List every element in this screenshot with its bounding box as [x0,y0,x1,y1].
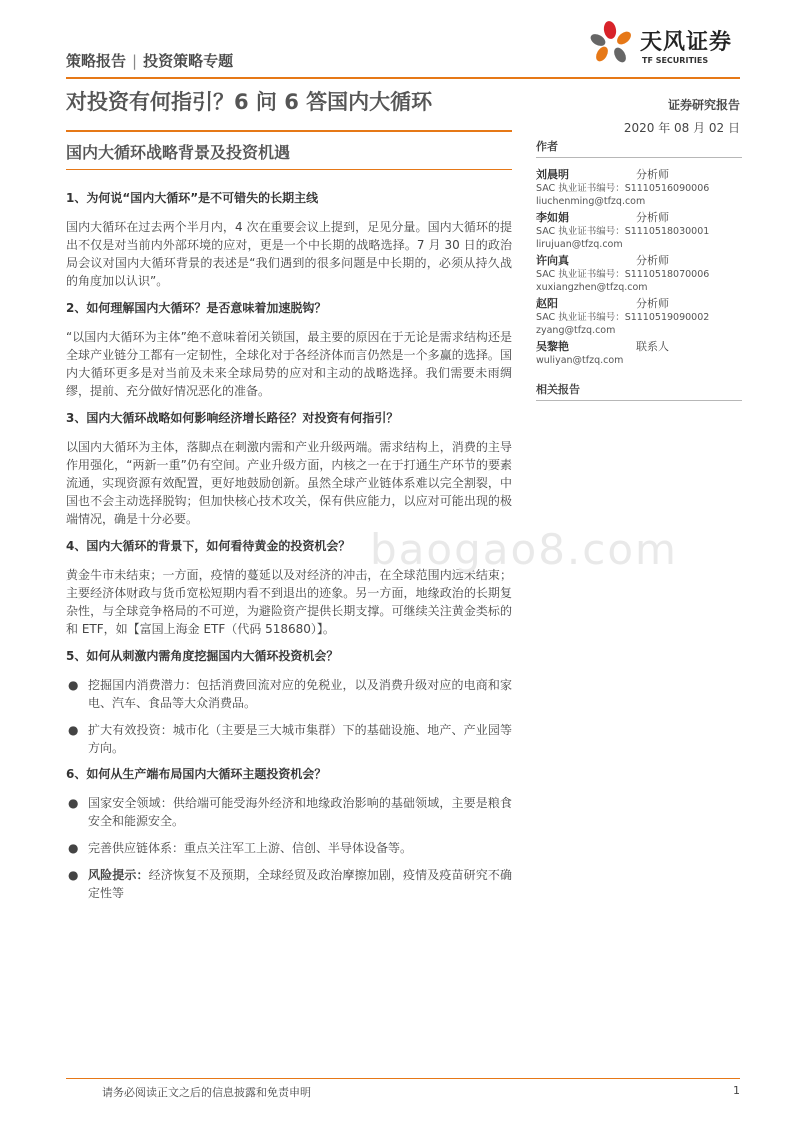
author-card [536,297,742,337]
section-6 [66,766,512,902]
related-reports [536,381,742,401]
title-rule [66,130,512,132]
question-heading: 1、为何说“国内大循环”是不可错失的长期主线 [66,191,319,205]
author-sac: SAC 执业证书编号：S1110518030001 [536,226,710,237]
paragraph: “以国内大循环为主体”绝不意味着闭关锁国，最主要的原因在于无论是需求结构还是全球产业链分工都有一定韧性，全球化对于各经济体而言仍然是一个多赢的选择。国内大循环更多是对当前及未来全球局势的应对和主动的战略选择。我们需要未雨绸缪，提前、充分做好情况恶化的准备。 [66,330,512,398]
question-heading: 2、如何理解国内大循环？是否意味着加速脱钩？ [66,301,327,315]
related-heading: 相关报告 [536,381,742,401]
paragraph: 黄金牛市未结束；一方面，疫情的蔓延以及对经济的冲击，在全球范围内远未结束；主要经济体财政与货币宽松短期内看不到退出的迹象。另一方面，地缘政治的长期复杂性，与全球竞争格局的不可逆，为避险资产提供长期支撑。可继续关注黄金类标的和 ETF，如【富国上海金 ETF（代码 518680）】。 [66,568,512,636]
risk-lead: 风险提示： [88,868,149,882]
footer-rule [66,1078,740,1079]
logo-petal-left [589,32,608,49]
breadcrumb [66,50,233,71]
author-name: 吴黎艳 [536,340,569,353]
author-name: 李如娟 [536,211,569,224]
author-role: 联系人 [636,340,669,353]
logo-name: 天风证券 [640,30,733,55]
page-title: 对投资有何指引？6 问 6 答国内大循环 [66,90,433,114]
bullet-text: 经济恢复不及预期，全球经贸及政治摩擦加剧，疫情及疫苗研究不确定性等 [88,868,512,900]
logo-petal-top [603,20,618,40]
document-date: 2020 年 08 月 02 日 [623,121,740,135]
bullet-list [66,794,512,902]
author-role: 分析师 [636,211,669,224]
watermark: baogao8.com [370,525,678,574]
logo-petal-right [615,29,634,47]
author-name: 许向真 [536,254,569,267]
bullet-list [66,676,512,757]
bullet-text: 扩大有效投资：城市化（主要是三大城市集群）下的基础设施、地产、产业园等方向。 [88,723,512,755]
list-item [66,721,512,757]
question-heading: 4、国内大循环的背景下，如何看待黄金的投资机会？ [66,539,351,553]
report-type: 策略报告 [66,52,127,70]
logo-petal-bottom-right [612,46,629,65]
bullet-icon: ● [68,841,79,855]
bullet-text: 挖掘国内消费潜力：包括消费回流对应的免税业，以及消费升级对应的电商和家电、汽车、食品等大众消费品。 [88,678,512,710]
page-number: 1 [733,1084,740,1097]
logo-petal-bottom-left [594,45,611,64]
bullet-text: 国家安全领域：供给端可能受海外经济和地缘政治影响的基础领域，主要是粮食安全和能源安全。 [88,796,512,828]
question-heading: 5、如何从刺激内需角度挖掘国内大循环投资机会？ [66,649,339,663]
author-card [536,254,742,294]
author-sac: SAC 执业证书编号：S1110519090002 [536,312,710,323]
author-sac: SAC 执业证书编号：S1110518070006 [536,269,710,280]
logo-english-name: TF SECURITIES [642,56,709,65]
footer-disclaimer: 请务必阅读正文之后的信息披露和免责申明 [102,1086,311,1099]
header-rule [66,77,740,79]
bullet-icon: ● [68,678,79,692]
author-role: 分析师 [636,168,669,181]
logo-center [607,39,615,47]
section-5 [66,648,512,757]
question-heading: 6、如何从生产端布局国内大循环主题投资机会？ [66,767,327,781]
list-item [66,794,512,830]
document-type: 证券研究报告 [667,98,740,112]
list-item [66,866,512,902]
author-card [536,211,742,251]
author-card [536,168,742,208]
author-email[interactable]: lirujuan@tfzq.com [536,239,623,250]
subtitle-rule [66,169,512,170]
author-name: 赵阳 [536,297,558,310]
bullet-icon: ● [68,723,79,737]
bullet-icon: ● [68,796,79,810]
sidebar [536,138,742,401]
section-2 [66,300,512,400]
bullet-icon: ● [68,868,79,882]
author-email[interactable]: liuchenming@tfzq.com [536,196,646,207]
author-role: 分析师 [636,297,669,310]
author-email[interactable]: wuliyan@tfzq.com [536,355,624,366]
breadcrumb-separator: | [132,52,138,70]
section-1 [66,190,512,290]
list-item [66,676,512,712]
author-card [536,340,742,367]
bullet-text: 完善供应链体系：重点关注军工上游、信创、半导体设备等。 [88,841,413,855]
report-series: 投资策略专题 [143,52,234,70]
author-email[interactable]: zyang@tfzq.com [536,325,616,336]
author-name: 刘晨明 [536,168,569,181]
section-3 [66,410,512,528]
author-sac: SAC 执业证书编号：S1110516090006 [536,183,710,194]
author-email[interactable]: xuxiangzhen@tfzq.com [536,282,648,293]
authors-heading: 作者 [536,138,742,158]
list-item [66,839,512,857]
paragraph: 以国内大循环为主体，落脚点在刺激内需和产业升级两端。需求结构上，消费的主导作用强化，“两新一重”仍有空间。产业升级方面，内核之一在于打通生产环节的要素流通，实现资源有效配置，更好地鼓励创新。虽然全球产业链体系难以完全割裂，中国也不会主动选择脱钩；但加快核心技术攻关，保有供应能力，以应对可能出现的极端情况，确是十分必要。 [66,440,512,526]
author-role: 分析师 [636,254,669,267]
question-heading: 3、国内大循环战略如何影响经济增长路径？对投资有何指引？ [66,411,399,425]
paragraph: 国内大循环在过去两个半月内，4 次在重要会议上提到，足见分量。国内大循环的提出不仅是对当前内外部环境的应对，更是一个中长期的战略选择。7 月 30 日的政治局会议对国内大循环背景的表述是“我们遇到的很多问题是中长期的，必须从持久战的角度加以认识”。 [66,220,512,288]
page-subtitle: 国内大循环战略背景及投资机遇 [66,143,291,162]
